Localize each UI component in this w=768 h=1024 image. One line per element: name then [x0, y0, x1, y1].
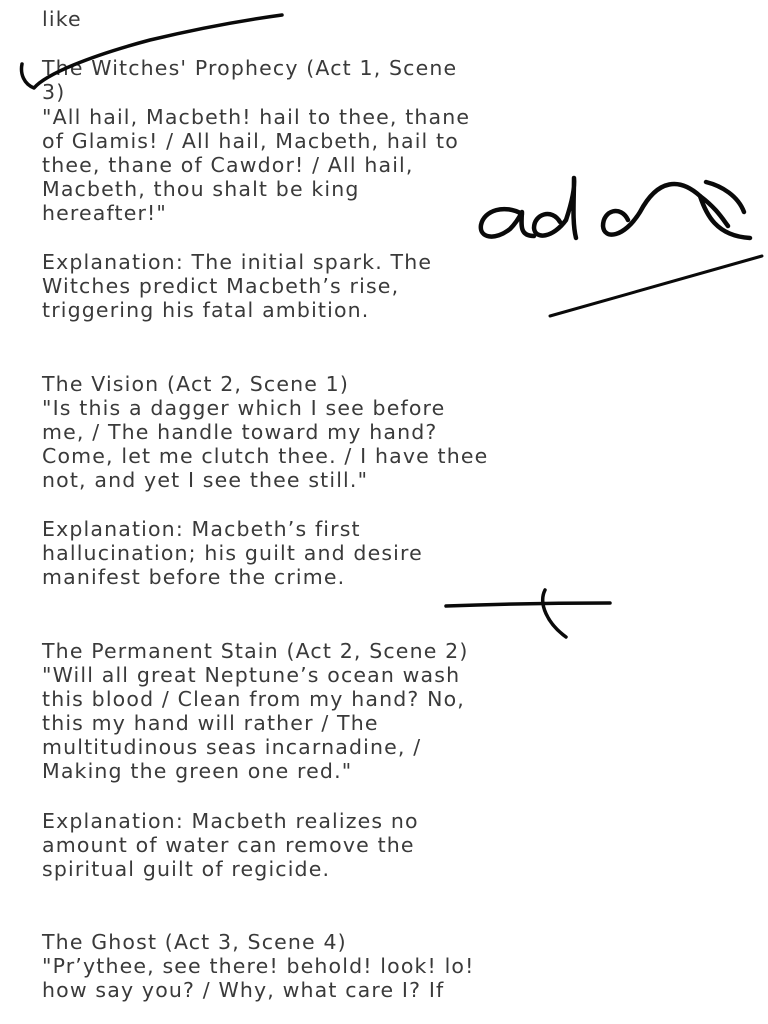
quote-line: thee, thane of Cawdor! / All hail, [42, 153, 414, 177]
explanation-line: triggering his fatal ambition. [42, 298, 370, 322]
quote-line: "Pr’ythee, see there! behold! look! lo! [42, 954, 475, 978]
quote-line: Making the green one red." [42, 759, 353, 783]
quote-line: "Will all great Neptune’s ocean wash [42, 663, 461, 687]
section-heading: The Vision (Act 2, Scene 1) [42, 372, 350, 396]
quote-line: Macbeth, thou shalt be king [42, 177, 360, 201]
explanation-line: manifest before the crime. [42, 565, 346, 589]
cross-mark [446, 603, 610, 606]
quote-line: this my hand will rather / The [42, 711, 379, 735]
section-heading: The Witches' Prophecy (Act 1, Scene [42, 56, 458, 80]
quote-line: hereafter!" [42, 201, 167, 225]
explanation-line: hallucination; his guilt and desire [42, 541, 423, 565]
intro-line: like [42, 7, 82, 31]
quote-line: this blood / Clean from my hand? No, [42, 687, 465, 711]
section-heading: The Ghost (Act 3, Scene 4) [42, 930, 347, 954]
quote-line: "All hail, Macbeth! hail to thee, thane [42, 105, 471, 129]
quote-line: of Glamis! / All hail, Macbeth, hail to [42, 129, 459, 153]
underline-mark [550, 256, 762, 316]
quote-line: Come, let me clutch thee. / I have thee [42, 444, 489, 468]
section-heading: 3) [42, 80, 66, 104]
cross-mark-stem [543, 590, 566, 637]
handwritten-add-icon [481, 178, 750, 238]
explanation-line: spiritual guilt of regicide. [42, 857, 331, 881]
quote-line: not, and yet I see thee still." [42, 468, 369, 492]
explanation-line: Witches predict Macbeth’s rise, [42, 274, 400, 298]
quote-line: "Is this a dagger which I see before [42, 396, 446, 420]
explanation-line: Explanation: Macbeth’s first [42, 517, 361, 541]
section-heading: The Permanent Stain (Act 2, Scene 2) [42, 639, 469, 663]
quote-line: me, / The handle toward my hand? [42, 420, 438, 444]
explanation-line: amount of water can remove the [42, 833, 415, 857]
quote-line: how say you? / Why, what care I? If [42, 978, 445, 1002]
quote-line: multitudinous seas incarnadine, / [42, 735, 422, 759]
explanation-line: Explanation: The initial spark. The [42, 250, 433, 274]
explanation-line: Explanation: Macbeth realizes no [42, 809, 419, 833]
